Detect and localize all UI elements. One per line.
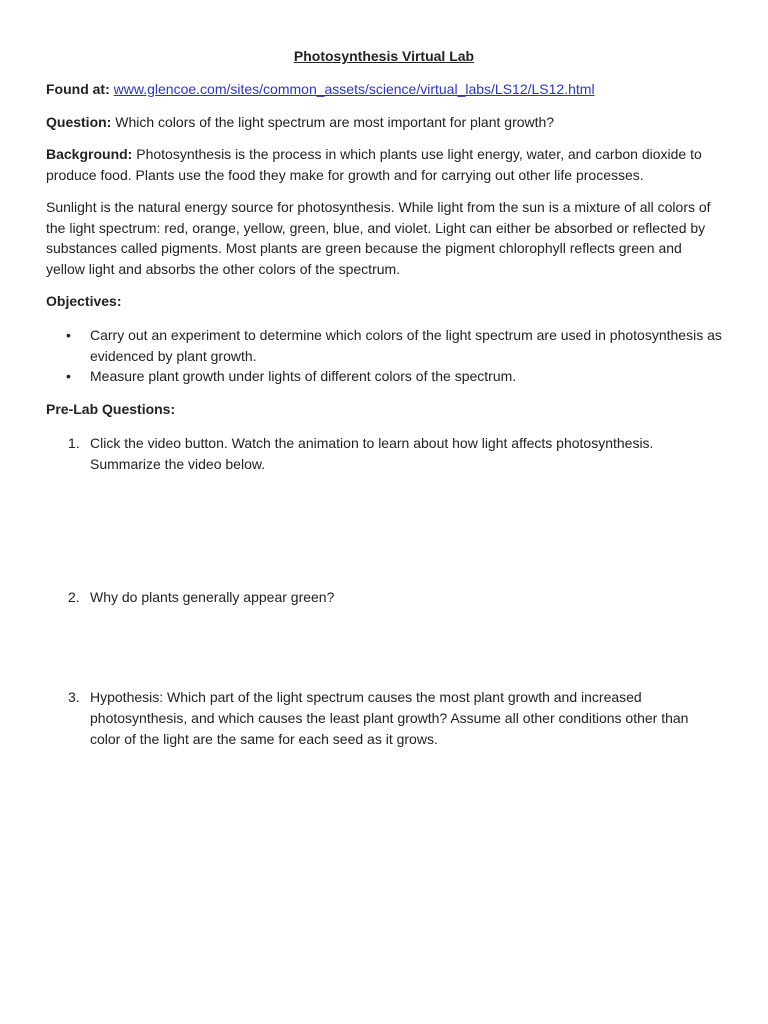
lab-url-link[interactable]: www.glencoe.com/sites/common_assets/science/virtual_labs/LS12/LS12.html xyxy=(113,81,595,97)
prelab-question xyxy=(46,587,722,608)
question-text: Click the video button. Watch the animation to learn about how light affects photosynthesis. Summarize the video below. xyxy=(90,434,654,472)
background-paragraph xyxy=(46,144,722,185)
objectives-list xyxy=(46,325,722,387)
bullet-icon: • xyxy=(66,327,71,343)
background-text: Photosynthesis is the process in which plants use light energy, water, and carbon dioxide to produce food. Plants use the food they make for growth and for carrying out other life processes. xyxy=(46,146,702,183)
objective-text: Carry out an experiment to determine which colors of the light spectrum are used in photosynthesis as evidenced by plant growth. xyxy=(90,327,722,364)
question-text: Why do plants generally appear green? xyxy=(90,588,335,605)
prelab-questions-list xyxy=(46,433,722,750)
background-label: Background: xyxy=(46,146,133,162)
objectives-heading: Objectives: xyxy=(46,293,122,309)
question-text: Which colors of the light spectrum are most important for plant growth? xyxy=(111,113,555,130)
prelab-question xyxy=(46,687,722,750)
objective-item xyxy=(46,325,722,366)
found-at-label: Found at: xyxy=(46,81,110,97)
objective-text: Measure plant growth under lights of different colors of the spectrum. xyxy=(90,368,517,384)
prelab-question xyxy=(46,433,722,475)
question-number: 1. xyxy=(68,434,80,451)
question-number: 3. xyxy=(68,688,80,705)
question-number: 2. xyxy=(68,588,80,605)
objective-item xyxy=(46,366,722,387)
found-at-line xyxy=(46,79,722,100)
question-line xyxy=(46,112,722,133)
question-text: Hypothesis: Which part of the light spectrum causes the most plant growth and increased photosynthesis, and which causes the least plant growth? Assume all other conditions other than color of the light are the same for each seed as it grows. xyxy=(90,688,689,747)
bullet-icon: • xyxy=(66,368,71,384)
sunlight-paragraph: Sunlight is the natural energy source for photosynthesis. While light from the sun is a mixture of all colors of the light spectrum: red, orange, yellow, green, blue, and violet. Light can either be absorbed or reflected by substances called pigments. Most plants are green because the pigment chlorophyll reflects green and yellow light and absorbs the other colors of the spectrum. xyxy=(46,199,711,277)
prelab-heading: Pre-Lab Questions: xyxy=(46,400,176,417)
question-label: Question: xyxy=(46,113,112,130)
document-title: Photosynthesis Virtual Lab xyxy=(293,48,475,64)
